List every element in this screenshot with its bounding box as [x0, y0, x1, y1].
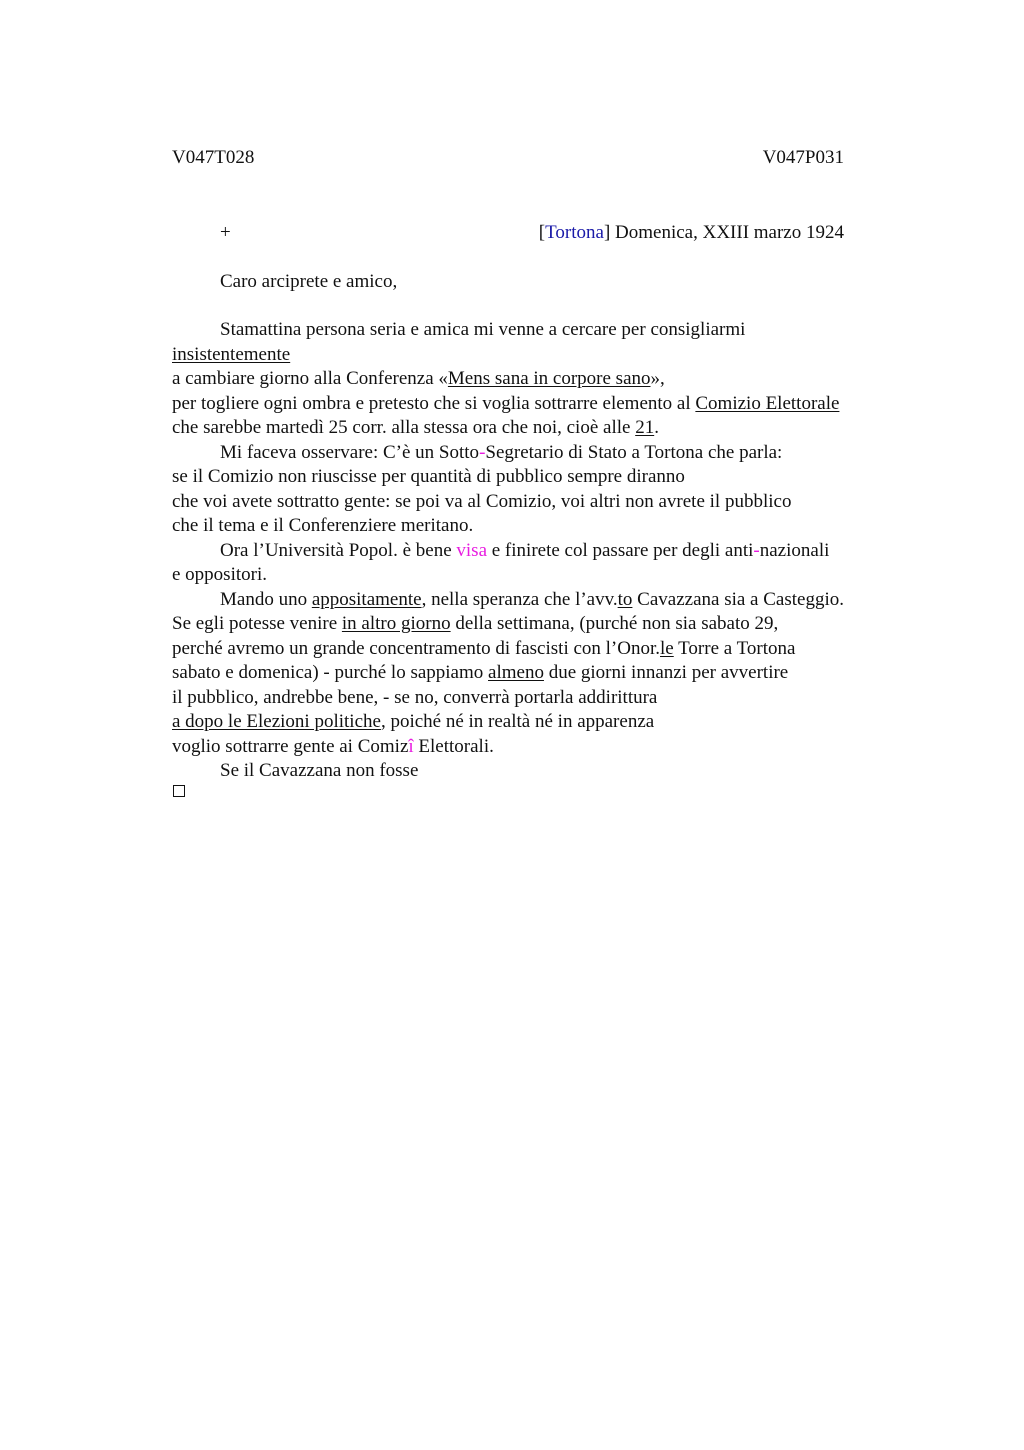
letter-line — [172, 710, 654, 734]
text-span: nazionali — [759, 540, 830, 561]
text-span: Segretario di Stato a Tortona che parla: — [485, 442, 783, 463]
underlined-phrase: in altro giorno — [341, 613, 451, 634]
underlined-abbrev: le — [660, 638, 674, 659]
letter-line — [172, 392, 839, 416]
place-name: Tortona — [545, 222, 604, 243]
text-span: Mi faceva osservare: C’è un Sotto — [220, 442, 480, 463]
document-code-left: V047T028 — [172, 147, 255, 168]
letter-line: se il Comizio non riuscisse per quantità di pubblico sempre diranno — [172, 466, 685, 487]
text-span: Se egli potesse venire — [172, 613, 342, 634]
text-span: voglio sottrarre gente ai Comiz — [172, 736, 409, 757]
letter-line: che il tema e il Conferenziere meritano. — [172, 515, 474, 536]
text-span: Ora l’Università Popol. è bene — [220, 540, 457, 561]
text-span: Torre a Tortona — [673, 638, 796, 659]
date-text: Domenica, XXIII marzo 1924 — [610, 222, 844, 243]
editorial-letter: î — [408, 736, 414, 757]
text-span: della settimana, (purché non sia sabato 29, — [450, 613, 779, 634]
letter-line — [172, 637, 795, 661]
bracket-open: [ — [538, 222, 546, 243]
dateline — [539, 221, 844, 245]
editorial-hyphen: - — [753, 540, 760, 561]
letter-line — [172, 367, 665, 391]
letter-line — [220, 588, 844, 612]
text-span: a cambiare giorno alla Conferenza « — [172, 368, 448, 389]
letter-line: Se il Cavazzana non fosse — [220, 760, 419, 781]
text-span: perché avremo un grande concentramento di fascisti con l’Onor. — [172, 638, 661, 659]
text-span: , nella speranza che l’avv. — [421, 589, 618, 610]
text-span: . — [654, 417, 659, 438]
underlined-phrase: Comizio Elettorale — [695, 393, 840, 414]
text-span: Cavazzana sia a Casteggio. — [632, 589, 844, 610]
end-of-page-square-icon — [173, 785, 185, 797]
letter-line — [172, 661, 788, 685]
text-span: che sarebbe martedì 25 corr. alla stessa ora che noi, cioè alle — [172, 417, 636, 438]
salutation: Caro arciprete e amico, — [220, 271, 398, 292]
letter-line — [172, 735, 494, 759]
text-span: e finirete col passare per degli anti — [487, 540, 754, 561]
underlined-word: insistentemente — [172, 344, 291, 365]
underlined-abbrev: to — [617, 589, 633, 610]
editorial-word: visa — [456, 540, 487, 561]
letter-line — [172, 343, 290, 367]
bracket-close: ] — [603, 222, 611, 243]
letter-line: che voi avete sottratto gente: se poi va al Comizio, voi altri non avrete il pubblico — [172, 491, 792, 512]
text-span: Mando uno — [220, 589, 312, 610]
document-code-right: V047P031 — [762, 147, 844, 168]
text-span: due giorni innanzi per avvertire — [543, 662, 789, 683]
letter-line: il pubblico, andrebbe bene, - se no, converrà portarla addirittura — [172, 687, 658, 708]
underlined-phrase: a dopo le Elezioni politiche — [172, 711, 381, 732]
letter-line — [220, 441, 782, 465]
text-span: per togliere ogni ombra e pretesto che si voglia sottrarre elemento al — [172, 393, 696, 414]
letter-line: e oppositori. — [172, 564, 267, 585]
letter-line — [220, 539, 829, 563]
editorial-hyphen: - — [479, 442, 486, 463]
cross-symbol: + — [220, 222, 231, 243]
underlined-hour: 21 — [635, 417, 655, 438]
text-span: », — [650, 368, 665, 389]
letter-line — [172, 612, 778, 636]
conference-title: Mens sana in corpore sano — [447, 368, 651, 389]
text-span: Elettorali. — [413, 736, 494, 757]
text-span: , poiché né in realtà né in apparenza — [380, 711, 655, 732]
underlined-word: appositamente — [311, 589, 422, 610]
letter-line: Stamattina persona seria e amica mi venne a cercare per consigliarmi — [220, 319, 746, 340]
letter-line — [172, 416, 659, 440]
underlined-word: almeno — [488, 662, 544, 683]
text-span: sabato e domenica) - purché lo sappiamo — [172, 662, 489, 683]
